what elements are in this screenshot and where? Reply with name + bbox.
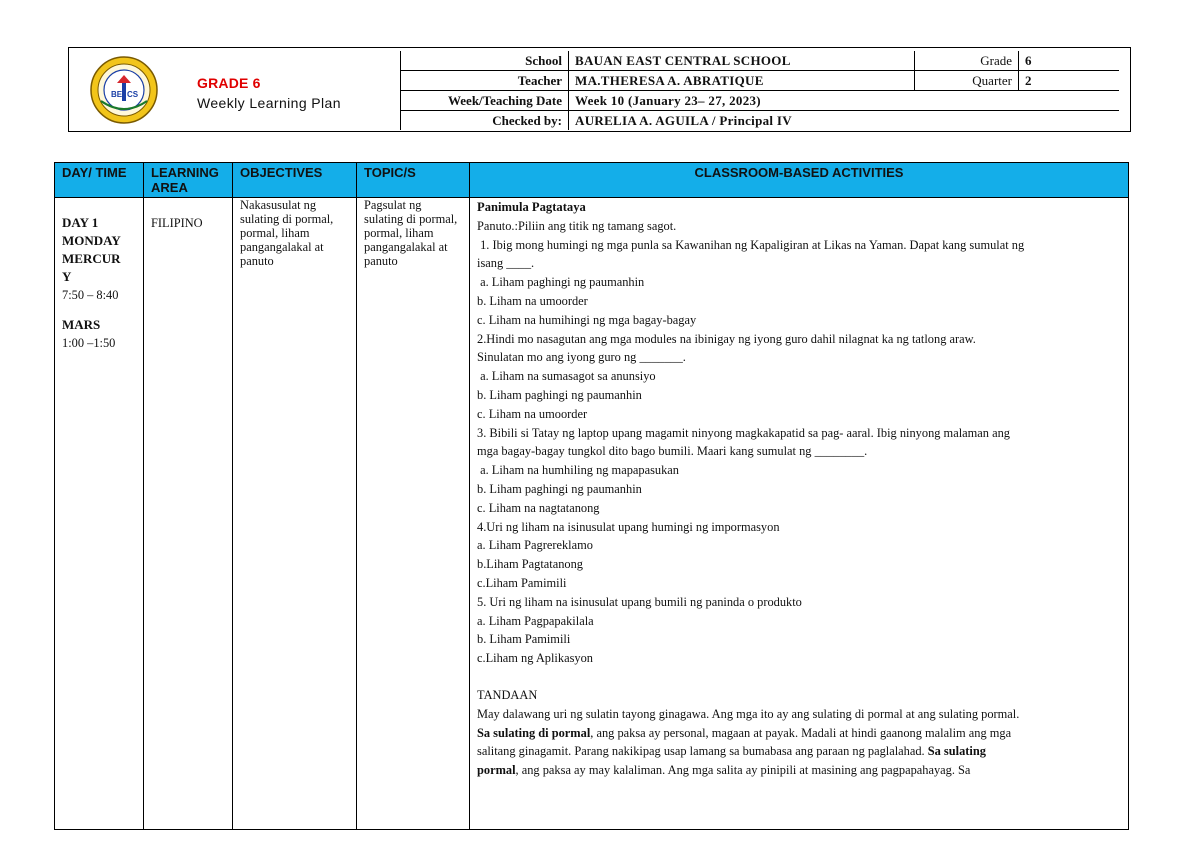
tandaan-paragraph-line4 (477, 761, 1121, 780)
quarter-label: Quarter (915, 71, 1019, 91)
table-header-row (55, 163, 1129, 198)
activity-line: a. Liham na sumasagot sa anunsiyo (477, 369, 656, 384)
section-mercury-line2: Y (62, 269, 72, 284)
activity-line: c. Liham na nagtatanong (477, 500, 600, 515)
grade-title: GRADE 6 (197, 75, 261, 91)
col-header-area: LEARNING AREA (144, 163, 233, 198)
teacher-label: Teacher (401, 71, 569, 91)
objectives-text: Nakasusulat ng sulating di pormal, pormal, liham pangangalakal at panuto (240, 198, 334, 268)
school-row (401, 51, 1120, 71)
col-header-objectives: OBJECTIVES (233, 163, 357, 198)
school-value: BAUAN EAST CENTRAL SCHOOL (569, 51, 915, 71)
week-label: Week/Teaching Date (401, 91, 569, 111)
table-row (55, 198, 1129, 830)
col-header-topics: TOPIC/S (357, 163, 470, 198)
activity-line: b.Liham Pagtatanong (477, 557, 583, 572)
term-pormal-b: pormal (477, 763, 516, 778)
activity-line: isang ____. (477, 256, 535, 271)
plan-header (68, 47, 1131, 132)
activity-line: 5. Uri ng liham na isinusulat upang bumili ng paninda o produkto (477, 594, 802, 609)
activity-line: a. Liham paghingi ng paumanhin (477, 275, 645, 290)
objectives-cell (233, 198, 357, 830)
activity-line: c. Liham na umoorder (477, 406, 588, 421)
topics-text: Pagsulat ng sulating di pormal, pormal, liham pangangalakal at panuto (364, 198, 458, 268)
term-di-pormal: Sa sulating di pormal (477, 725, 591, 740)
activities-heading: Panimula Pagtataya (477, 200, 586, 214)
week-value: Week 10 (January 23– 27, 2023) (569, 91, 1120, 111)
teacher-value: MA.THERESA A. ABRATIQUE (569, 71, 915, 91)
checked-label: Checked by: (401, 111, 569, 131)
activity-line: Panuto.:Piliin ang titik ng tamang sagot. (477, 218, 677, 233)
plan-title: Weekly Learning Plan (197, 95, 341, 111)
tandaan-paragraph-line1: May dalawang uri ng sulatin tayong ginagawa. Ang mga ito ay ang sulating di pormal at ang sulating pormal. (477, 706, 1020, 721)
section-mars: MARS (62, 317, 101, 332)
tandaan-heading: TANDAAN (477, 687, 538, 702)
topics-cell (357, 198, 470, 830)
activity-line: b. Liham na umoorder (477, 293, 588, 308)
school-label: School (401, 51, 569, 71)
activity-line: a. Liham Pagrereklamo (477, 538, 593, 553)
grade-value: 6 (1019, 51, 1120, 71)
activity-line: b. Liham paghingi ng paumanhin (477, 387, 642, 402)
day-name-monday: MONDAY (62, 233, 121, 248)
activity-line: 1. Ibig mong humingi ng mga punla sa Kawanihan ng Kapaligiran at Likas na Yaman. Dapat kang sumulat ng (477, 237, 1025, 252)
teacher-row (401, 71, 1120, 91)
tandaan-paragraph-line3 (477, 742, 1121, 761)
time-slot-1: 7:50 – 8:40 (62, 288, 119, 302)
school-info-table (400, 51, 1119, 130)
week-row (401, 91, 1120, 111)
learning-area-cell (144, 198, 233, 830)
tandaan-text-2: , ang paksa ay personal, magaan at payak. Madali at hindi gaanong malalim ang mga (590, 725, 1012, 740)
time-slot-2: 1:00 –1:50 (62, 336, 116, 350)
col-header-activities: CLASSROOM-BASED ACTIVITIES (470, 163, 1129, 198)
activity-line: mga bagay-bagay tungkol dito bago bumili. Maari kang sumulat ng ________. (477, 444, 868, 459)
activity-line: b. Liham Pamimili (477, 632, 571, 647)
quarter-value: 2 (1019, 71, 1120, 91)
activity-line: a. Liham Pagpapakilala (477, 613, 594, 628)
grade-label: Grade (915, 51, 1019, 71)
checked-row (401, 111, 1120, 131)
col-header-day: DAY/ TIME (55, 163, 144, 198)
activity-line: 3. Bibili si Tatay ng laptop upang magamit ninyong magkakapatid sa pag- aaral. Ibig ninyong malaman ang (477, 425, 1010, 440)
activity-line: 2.Hindi mo nasagutan ang mga modules na ibinigay ng iyong guro dahil nilagnat ka ng tatlong araw. (477, 331, 976, 346)
tandaan-text-3: salitang ginagamit. Parang nakikipag usap lamang sa bumabasa ang paraan ng paglalahad. (477, 744, 928, 759)
learning-area-value: FILIPINO (151, 216, 203, 230)
term-pormal-a: Sa sulating (927, 744, 986, 759)
activities-cell (470, 198, 1129, 830)
activity-line: a. Liham na humhiling ng mapapasukan (477, 463, 679, 478)
activity-line: c.Liham Pamimili (477, 575, 567, 590)
checked-value: AURELIA A. AGUILA / Principal IV (569, 111, 1120, 131)
activity-line: 4.Uri ng liham na isinusulat upang humingi ng impormasyon (477, 519, 780, 534)
activity-question-list (477, 217, 1121, 668)
day-time-cell (55, 198, 144, 830)
svg-text:CS: CS (127, 90, 139, 99)
activity-line: c.Liham ng Aplikasyon (477, 651, 593, 666)
activity-line: c. Liham na humihingi ng mga bagay-bagay (477, 312, 697, 327)
day-label: DAY 1 (62, 215, 99, 230)
tandaan-text-4: , ang paksa ay may kalaliman. Ang mga salita ay pinipili at masining ang pagpapahayag. Sa (515, 763, 971, 778)
section-mercury-line1: MERCUR (62, 251, 121, 266)
tandaan-paragraph-line2 (477, 724, 1121, 743)
activity-line: b. Liham paghingi ng paumanhin (477, 481, 642, 496)
svg-text:BE: BE (111, 90, 123, 99)
activity-line: Sinulatan mo ang iyong guro ng _______. (477, 350, 686, 365)
weekly-plan-table (54, 162, 1129, 830)
school-seal-logo (89, 55, 159, 125)
